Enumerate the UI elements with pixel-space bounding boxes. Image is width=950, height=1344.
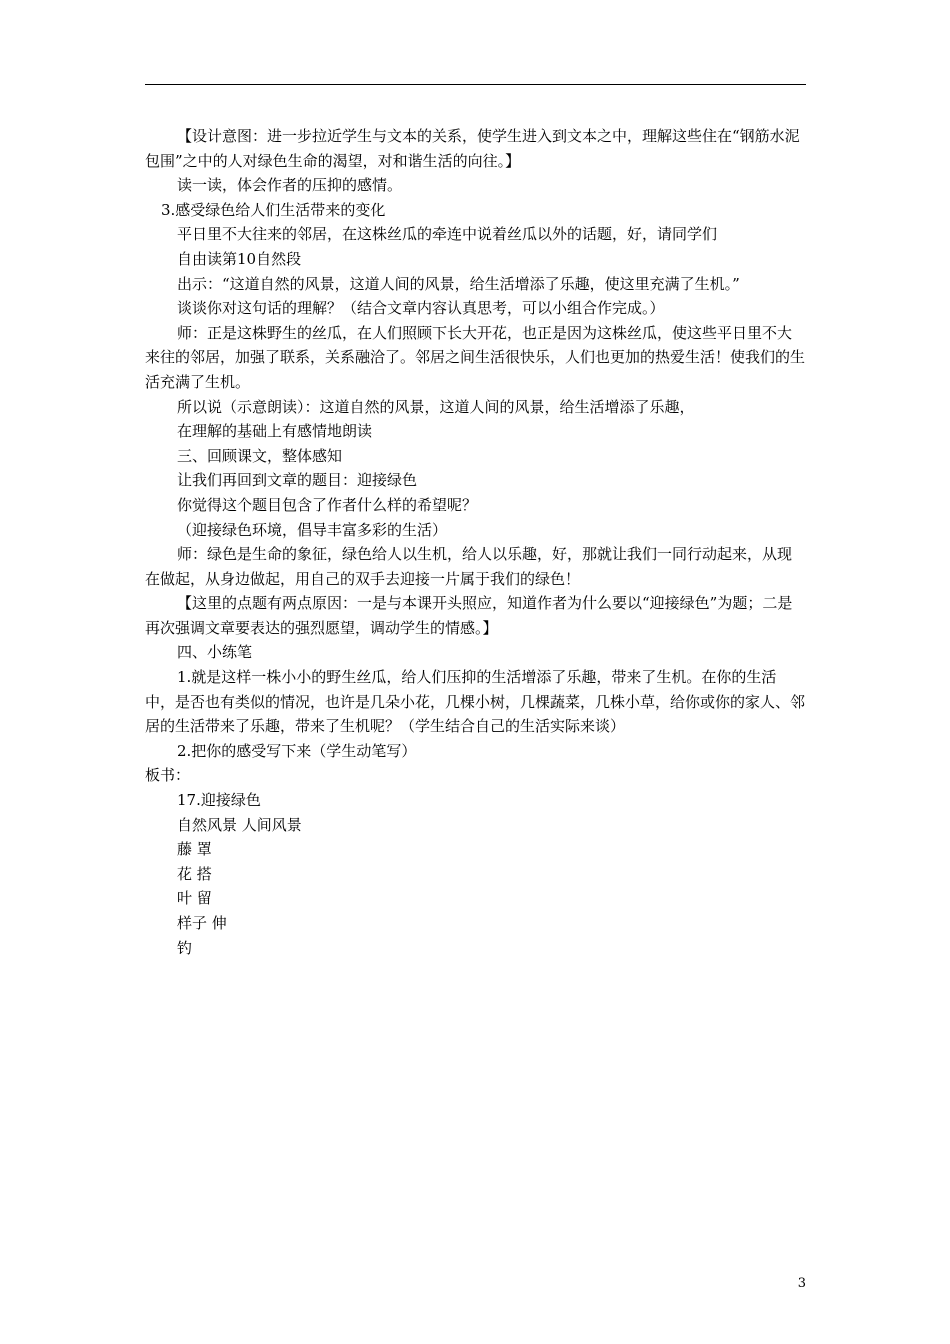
practice-item-2: 2.把你的感受写下来（学生动笔写） <box>177 741 417 760</box>
blackboard-title: 17.迎接绿色 <box>177 791 261 810</box>
section-four-heading: 四、小练笔 <box>177 643 253 662</box>
display-quote: 出示：“这道自然的风景，这道人间的风景，给生活增添了乐趣，使这里充满了生机。” <box>177 274 740 293</box>
practice-item-1: 1.就是这样一株小小的野生丝瓜，给人们压抑的生活增添了乐趣，带来了生机。在你的生活中，是否也有类似的情况，也许是几朵小花，几棵小树，几棵蔬菜，几株小草，给你或你的家人、邻居的生活带来了乐趣，带来了生机呢？（学生结合自己的生活实际来谈） <box>145 668 806 736</box>
topic-reason-note: 【这里的点题有两点原因：一是与本课开头照应，知道作者为什么要以“迎接绿色”为题；二是再次强调文章要表达的强烈愿望，调动学生的情感。】 <box>145 594 793 637</box>
title-return-line: 让我们再回到文章的题目：迎接绿色 <box>177 471 418 490</box>
free-reading-line: 自由读第10自然段 <box>177 249 302 268</box>
reading-instruction: 读一读，体会作者的压抑的感情。 <box>177 176 403 195</box>
blackboard-row: 钓 <box>177 938 193 957</box>
section-3-heading: 3.感受绿色给人们生活带来的变化 <box>161 200 386 219</box>
blackboard-label: 板书： <box>145 766 191 785</box>
reading-aloud-line: 所以说（示意朗读）：这道自然的风景，这道人间的风景，给生活增添了乐趣， <box>177 397 695 416</box>
header-rule <box>145 84 806 85</box>
section-three-heading: 三、回顾课文，整体感知 <box>177 446 343 465</box>
blackboard-row: 样子 伸 <box>177 914 227 932</box>
page-number: 3 <box>797 1276 806 1291</box>
blackboard-row: 藤 罩 <box>177 840 212 859</box>
document-body <box>145 124 806 960</box>
blackboard-row: 花 搭 <box>177 864 212 883</box>
title-question: 你觉得这个题目包含了作者什么样的希望呢？ <box>177 495 478 514</box>
teacher-explanation: 师：正是这株野生的丝瓜，在人们照顾下长大开花，也正是因为这株丝瓜，使这些平日里不大来往的邻居，加强了联系，关系融洽了。邻居之间生活很快乐，人们也更加的热爱生活！使我们的生活充满了生机。 <box>145 323 806 391</box>
design-intent-note: 【设计意图：进一步拉近学生与文本的关系，使学生进入到文本之中，理解这些住在“钢筋水泥包围”之中的人对绿色生命的渴望，对和谐生活的向往。】 <box>145 127 800 170</box>
teacher-conclusion: 师：绿色是生命的象征，绿色给人以生机，给人以乐趣，好，那就让我们一同行动起来，从现在做起，从身边做起，用自己的双手去迎接一片属于我们的绿色！ <box>145 545 793 588</box>
discussion-prompt: 谈谈你对这句话的理解？（结合文章内容认真思考，可以小组合作完成。） <box>177 299 665 318</box>
blackboard-row: 自然风景 人间风景 <box>177 815 302 834</box>
neighbors-line: 平日里不大往来的邻居，在这株丝瓜的牵连中说着丝瓜以外的话题，好，请同学们 <box>177 225 718 244</box>
title-answer: （迎接绿色环境，倡导丰富多彩的生活） <box>177 520 448 539</box>
emotional-reading-line: 在理解的基础上有感情地朗读 <box>177 422 373 441</box>
blackboard-row: 叶 留 <box>177 889 212 908</box>
